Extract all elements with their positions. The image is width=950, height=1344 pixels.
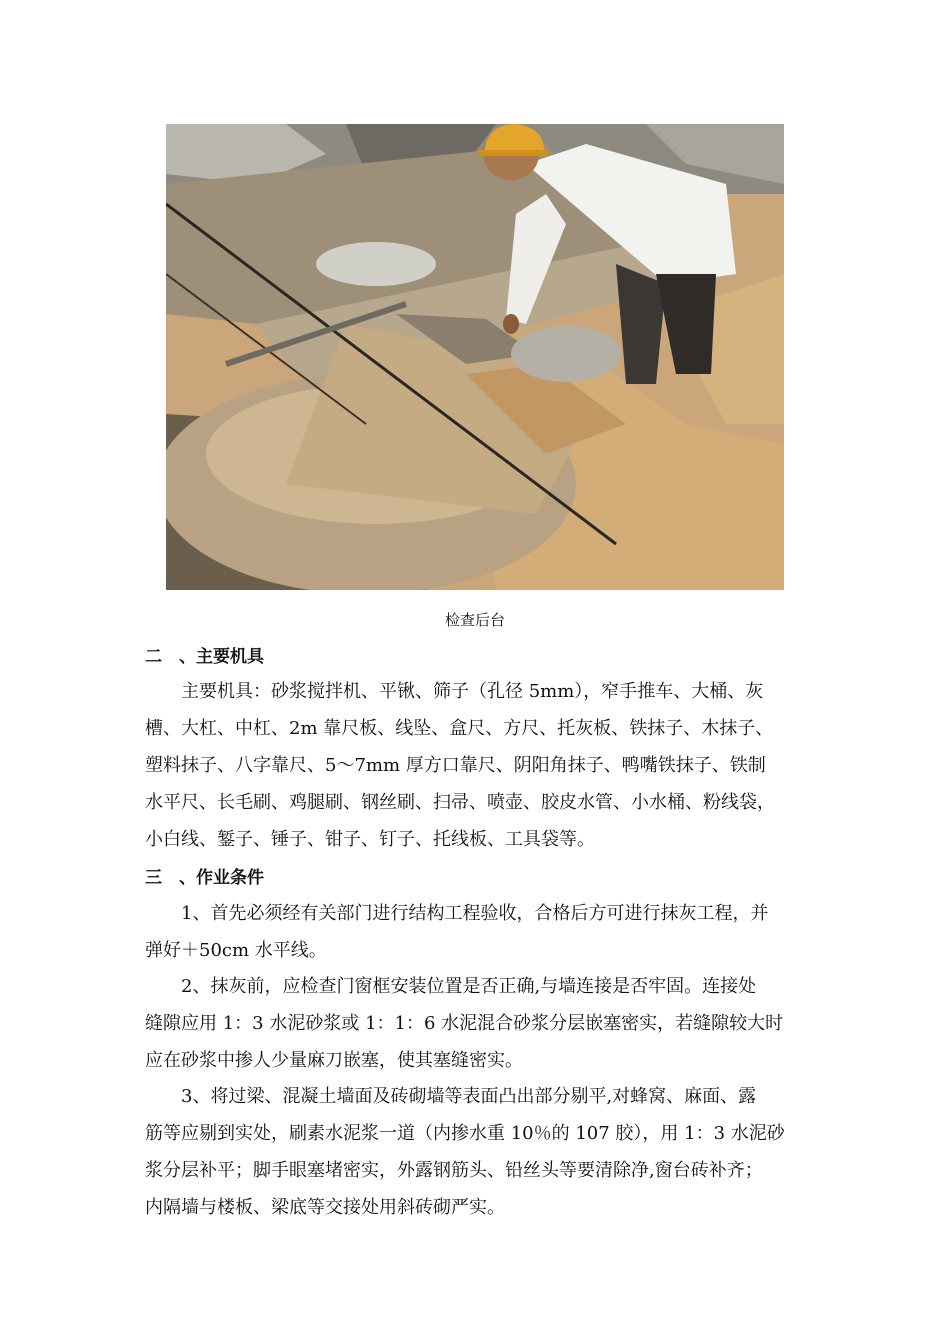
paragraph-line: 主要机具：砂浆搅拌机、平锹、筛子（孔径 5mm），窄手推车、大桶、灰 (181, 681, 764, 702)
section-heading-work-conditions: 三 、作业条件 (145, 868, 264, 888)
condition-item-1 (145, 895, 825, 969)
paragraph-line: 弹好＋50cm 水平线。 (145, 940, 327, 961)
paragraph-line: 塑料抹子、八字靠尺、5～7mm 厚方口靠尺、阴阳角抹子、鸭嘴铁抹子、铁制 (145, 755, 766, 776)
paragraph-line: 小白线、錾子、锤子、钳子、钉子、托线板、工具袋等。 (145, 829, 595, 850)
paragraph-line: 槽、大杠、中杠、2m 靠尺板、线坠、盒尺、方尺、托灰板、铁抹子、木抹子、 (145, 718, 774, 739)
paragraph-line: 浆分层补平；脚手眼塞堵密实，外露钢筋头、铅丝头等要清除净,窗台砖补齐； (145, 1160, 763, 1181)
condition-item-2 (145, 968, 825, 1079)
paragraph-line: 缝隙应用 1：3 水泥砂浆或 1：1：6 水泥混合砂浆分层嵌塞密实，若缝隙较大时 (145, 1013, 784, 1034)
construction-photo (166, 124, 784, 590)
paragraph-line: 筋等应剔到实处，刷素水泥浆一道（内掺水重 10％的 107 胶），用 1：3 水泥砂 (145, 1123, 785, 1144)
paragraph-line: 2、抹灰前，应检查门窗框安装位置是否正确,与墙连接是否牢固。连接处 (181, 976, 757, 997)
paragraph-line: 应在砂浆中掺人少量麻刀嵌塞，使其塞缝密实。 (145, 1050, 523, 1071)
figure-caption: 检查后台 (444, 611, 505, 629)
paragraph-line: 水平尺、长毛刷、鸡腿刷、钢丝刷、扫帚、喷壶、胶皮水管、小水桶、粉线袋， (145, 792, 775, 813)
paragraph-line: 3、将过梁、混凝土墙面及砖砌墙等表面凸出部分剔平,对蜂窝、麻面、露 (181, 1086, 757, 1107)
paragraph-line: 1、首先必须经有关部门进行结构工程验收，合格后方可进行抹灰工程，并 (181, 903, 769, 924)
photo-illustration (166, 124, 784, 590)
main-tools-paragraph (145, 673, 825, 858)
condition-item-3 (145, 1078, 825, 1226)
paragraph-line: 内隔墙与楼板、梁底等交接处用斜砖砌严实。 (145, 1197, 505, 1218)
section-heading-main-tools: 二 、主要机具 (145, 647, 264, 667)
